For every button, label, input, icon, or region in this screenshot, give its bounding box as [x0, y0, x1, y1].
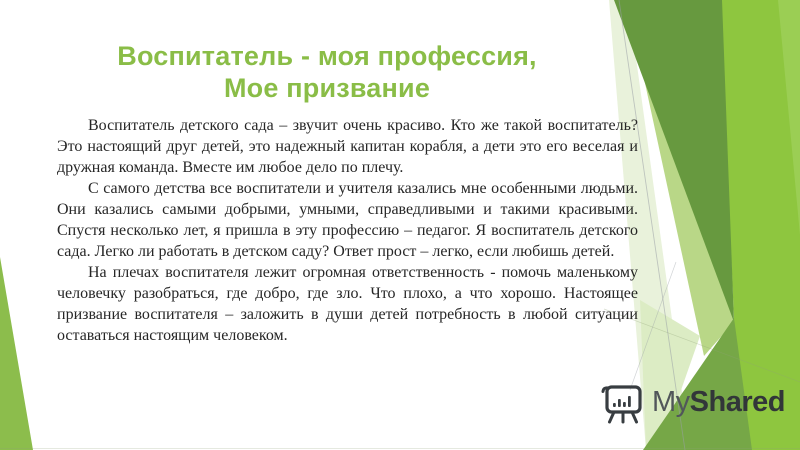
logo-text-shared: Shared	[689, 385, 785, 418]
easel-legs	[610, 412, 637, 422]
slide-title	[57, 40, 597, 104]
myshared-watermark	[600, 379, 785, 425]
paragraph-2: С самого детства все воспитатели и учителя казались мне особенными людьми. Они казались самыми добрыми, умными, справедливыми и такими красивыми. Спустя несколько лет, я пришла в эту профессию – педагог. Я воспитатель детского сада. Легко ли работать в детском саду? Ответ прост – легко, если любишь детей.	[57, 180, 638, 260]
bottom-left-wedge	[0, 257, 33, 450]
bar-chart-glyph	[613, 396, 631, 407]
presentation-board-icon	[600, 379, 646, 425]
paragraph-3: На плечах воспитателя лежит огромная ответственность - помочь маленькому человечку разобраться, где добро, где зло. Что плохо, а что хорошо. Настоящее призвание воспитателя – заложить в души детей потребность в любой ситуации оставаться настоящим человеком.	[57, 264, 638, 344]
title-line-2: Мое призвание	[223, 73, 431, 103]
title-line-1: Воспитатель - моя профессия,	[117, 41, 537, 71]
myshared-wordmark	[652, 386, 785, 419]
logo-text-my: My	[652, 385, 690, 418]
slide-body	[57, 115, 638, 346]
paragraph-1: Воспитатель детского сада – звучит очень красиво. Кто же такой воспитатель? Это настоящий друг детей, это надежный капитан корабля, а дети это его веселая и дружная команда. Вместе им любое дело по плечу.	[57, 117, 638, 176]
